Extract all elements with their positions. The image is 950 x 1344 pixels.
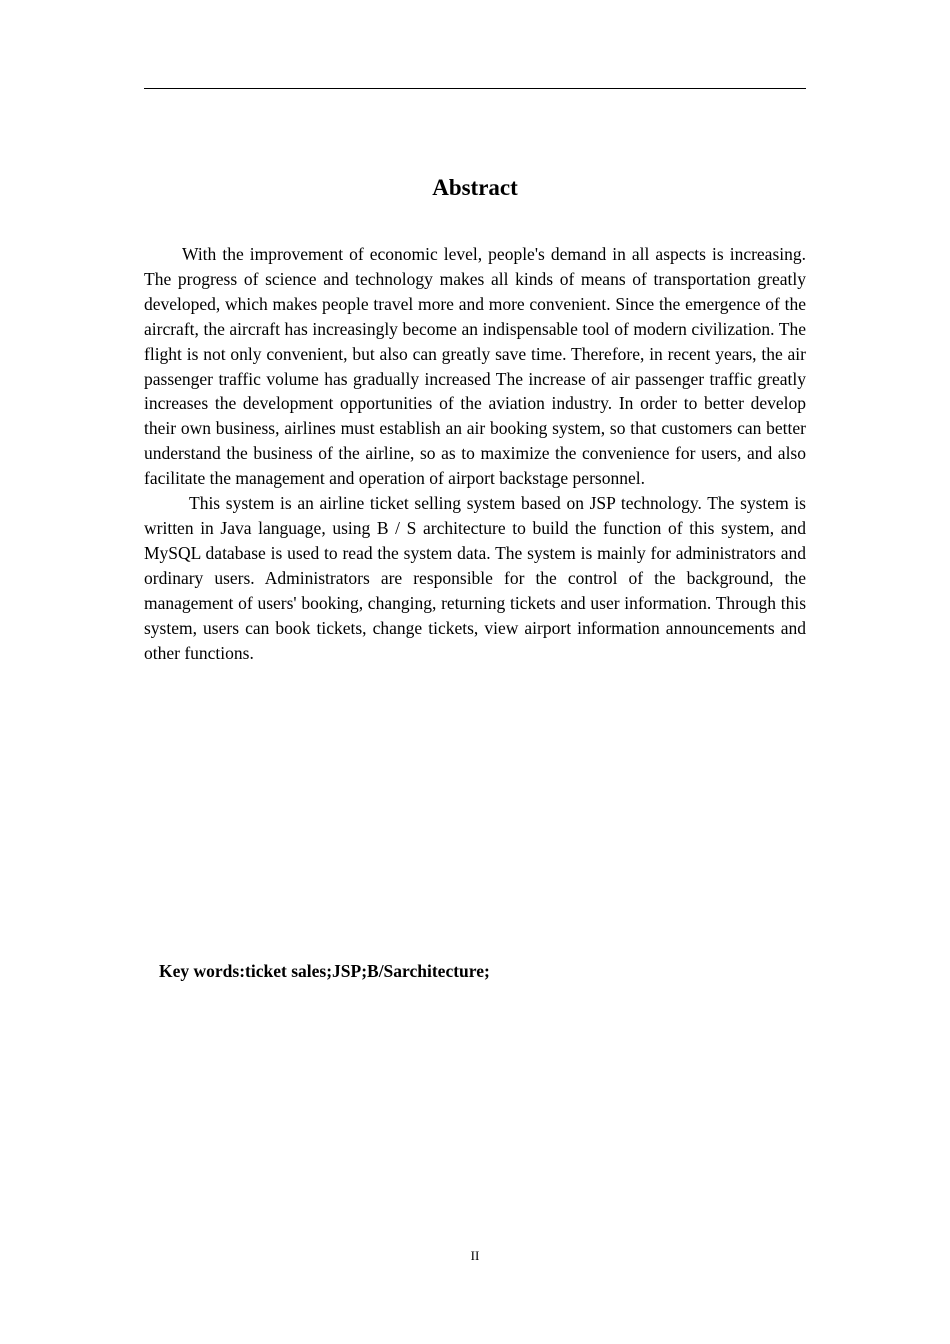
- header-rule: [144, 88, 806, 89]
- page-title: Abstract: [432, 175, 518, 200]
- abstract-paragraph-2: This system is an airline ticket selling system based on JSP technology. The system is written in Java language, using B / S architecture to build the function of this system, and MySQL database is used to read the system data. The system is mainly for administrators and ordinary users. Administrators are responsible for the control of the background, the management of users' booking, changing, returning tickets and user information. Through this system, users can book tickets, change tickets, view airport information announcements and other functions.: [144, 493, 806, 663]
- keywords-line: Key words:ticket sales;JSP;B/Sarchitecture;: [159, 961, 490, 981]
- abstract-body: [144, 242, 806, 665]
- page-number: II: [470, 1248, 480, 1263]
- abstract-paragraph-1: With the improvement of economic level, people's demand in all aspects is increasing. The progress of science and technology makes all kinds of means of transportation greatly developed, which makes people travel more and more convenient. Since the emergence of the aircraft, the aircraft has increasingly become an indispensable tool of modern civilization. The flight is not only convenient, but also can greatly save time. Therefore, in recent years, the air passenger traffic volume has gradually increased The increase of air passenger traffic greatly increases the development opportunities of the aviation industry. In order to better develop their own business, airlines must establish an air booking system, so that customers can better understand the business of the airline, so as to maximize the convenience for users, and also facilitate the management and operation of airport backstage personnel.: [144, 244, 806, 489]
